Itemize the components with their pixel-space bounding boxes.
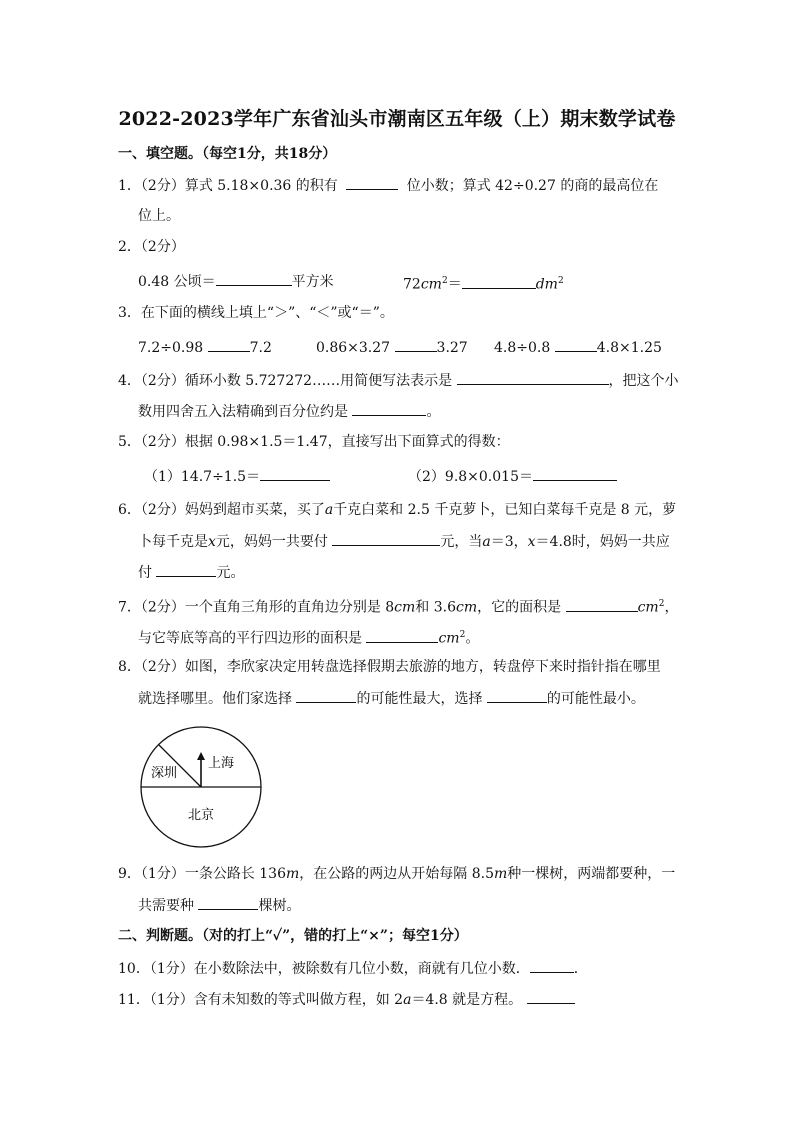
answer-blank[interactable]	[352, 401, 426, 416]
question-3-compare-3: 4.8÷0.8 4.8×1.25	[494, 337, 662, 358]
answer-blank[interactable]	[208, 337, 250, 352]
question-5-part1: （1）14.7÷1.5＝	[144, 466, 330, 487]
question-6-line1: 6．（2分）妈妈到超市买菜，买了a千克白菜和 2.5 千克萝卜，已知白菜每千克是 8 元，萝	[118, 502, 677, 518]
answer-blank[interactable]	[366, 628, 438, 643]
page-title: 2022-2023学年广东省汕头市潮南区五年级（上）期末数学试卷	[118, 108, 676, 130]
sector-shanghai: 上海	[208, 756, 235, 771]
answer-blank[interactable]	[566, 597, 638, 612]
question-6-line2: 卜每千克是x元，妈妈一共要付 元，当a＝3，x＝4.8时，妈妈一共应	[138, 531, 670, 552]
answer-blank[interactable]	[457, 370, 609, 385]
question-8-line1: 8．（2分）如图，李欣家决定用转盘选择假期去旅游的地方，转盘停下来时指针指在哪里	[118, 659, 661, 675]
section-fill-in: 一、填空题。（每空1分，共18分）	[118, 146, 337, 162]
answer-blank[interactable]	[530, 958, 574, 973]
question-1-line2: 位上。	[138, 208, 180, 224]
question-8-line2: 就选择哪里。他们家选择 的可能性最大，选择 的可能性最小。	[138, 688, 645, 709]
spinner-wheel-svg	[136, 725, 266, 850]
answer-blank[interactable]	[555, 337, 597, 352]
question-3-compare-2: 0.86×3.27 3.27	[316, 337, 468, 358]
answer-blank[interactable]	[346, 175, 398, 190]
answer-blank[interactable]	[533, 466, 617, 481]
question-9-line1: 9．（1分）一条公路长 136m，在公路的两边从开始每隔 8.5m种一棵树，两端都要种，一	[118, 866, 676, 882]
question-1-line1: 1．（2分）算式 5.18×0.36 的积有 位小数；算式 42÷0.27 的商的最高位在	[118, 175, 658, 196]
question-5-part2: （2）9.8×0.015＝	[408, 466, 617, 487]
answer-blank[interactable]	[395, 337, 437, 352]
answer-blank[interactable]	[487, 688, 547, 703]
answer-blank[interactable]	[462, 274, 536, 289]
question-4-line2: 数用四舍五入法精确到百分位约是 。	[138, 401, 440, 422]
question-7-line2: 与它等底等高的平行四边形的面积是 $cm^2$。	[138, 625, 479, 649]
answer-blank[interactable]	[216, 271, 292, 286]
question-2-number: 2．（2分）	[118, 239, 185, 255]
question-7-line1: 7．（2分）一个直角三角形的直角边分别是 8cm和 3.6cm，它的面积是 $cm^2$，	[118, 594, 678, 618]
sector-shenzhen: 深圳	[151, 766, 178, 781]
sector-beijing: 北京	[188, 808, 215, 823]
answer-blank[interactable]	[527, 989, 575, 1004]
question-3-text: 3．在下面的横线上填上“＞”、“＜”或“＝”。	[118, 305, 394, 321]
answer-blank[interactable]	[296, 688, 356, 703]
question-11: 11．（1分）含有未知数的等式叫做方程，如 2a＝4.8 就是方程。	[118, 989, 575, 1010]
section-true-false: 二、判断题。（对的打上“✓”，错的打上“×”；每空1分）	[118, 928, 468, 944]
answer-blank[interactable]	[198, 895, 258, 910]
question-3-compare-1: 7.2÷0.98 7.2	[138, 337, 272, 358]
answer-blank[interactable]	[332, 531, 440, 546]
question-2-part2: $72cm^2= dm^2$	[403, 271, 564, 295]
spinner-wheel-figure	[136, 725, 266, 850]
question-6-line3: 付 元。	[138, 562, 244, 583]
answer-blank[interactable]	[260, 466, 330, 481]
pointer-arrow-head	[197, 752, 205, 760]
question-2-part1: 0.48 公顷＝ 平方米	[138, 271, 334, 292]
question-9-line2: 共需要种 棵树。	[138, 895, 300, 916]
question-4-line1: 4．（2分）循环小数 5.727272……用简便写法表示是 ，把这个小	[118, 370, 679, 391]
answer-blank[interactable]	[156, 562, 216, 577]
question-5-text: 5．（2分）根据 0.98×1.5＝1.47，直接写出下面算式的得数：	[118, 434, 510, 450]
question-10: 10．（1分）在小数除法中，被除数有几位小数，商就有几位小数． ．	[118, 958, 588, 979]
